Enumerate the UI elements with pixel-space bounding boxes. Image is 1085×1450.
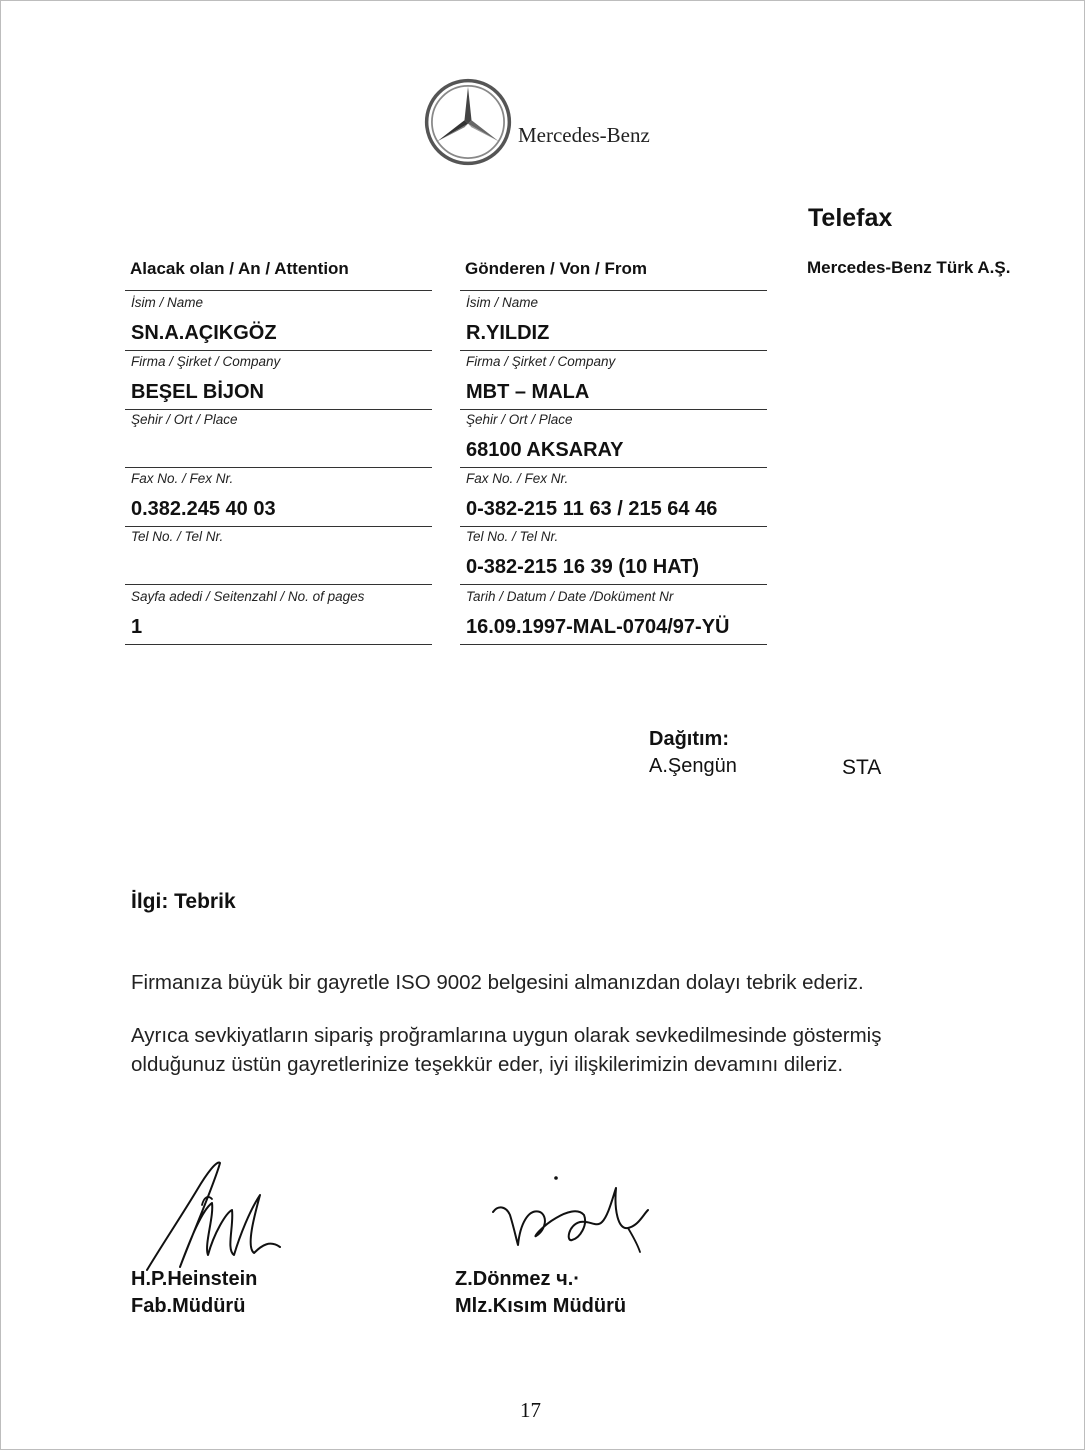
from-heading: Gönderen / Von / From [465,259,647,278]
distribution-dept: STA [842,756,882,779]
field-label: İsim / Name [466,295,539,310]
field-label: Firma / Şirket / Company [466,354,616,369]
attention-fax-field [125,468,432,527]
field-value: SN.A.AÇIKGÖZ [131,322,277,344]
field-label: Şehir / Ort / Place [466,412,573,427]
distribution-label: Dağıtım: [649,728,729,750]
mercedes-star-icon [424,78,512,166]
attention-company-field [125,351,432,410]
from-place-field [460,409,767,468]
from-heading-rule [460,290,767,291]
body-paragraph-2-line-1: Ayrıca sevkiyatların sipariş proğramlarına uygun olarak sevkedilmesinde göstermiş [131,1024,882,1047]
body-paragraph-2-line-2: olduğunuz üstün gayretlerinize teşekkür eder, iyi ilişkilerimizin devamını dileriz. [131,1053,844,1076]
field-value: 0-382-215 11 63 / 215 64 46 [466,498,718,520]
subject-line: İlgi: Tebrik [131,890,236,913]
attention-tel-field [125,526,432,585]
field-value: 1 [131,616,143,638]
field-label: Fax No. / Fex Nr. [466,471,569,486]
field-value: R.YILDIZ [466,322,550,344]
attention-name-field [125,292,432,351]
signer-1-title: Fab.Müdürü [131,1295,246,1317]
brand-name: Mercedes-Benz [518,123,650,147]
field-label: Şehir / Ort / Place [131,412,238,427]
doc-type-title: Telefax [808,204,893,232]
signer-2-name: Z.Dönmez ч.· [455,1268,580,1290]
field-value: MBT – MALA [466,381,590,403]
body-paragraph-1: Firmanıza büyük bir gayretle ISO 9002 belgesini almanızdan dolayı tebrik ederiz. [131,971,864,994]
field-value: 16.09.1997-MAL-0704/97-YÜ [466,616,730,638]
attention-place-field [125,409,432,468]
field-label: İsim / Name [131,295,204,310]
field-value: 0-382-215 16 39 (10 HAT) [466,556,700,578]
field-label: Tel No. / Tel Nr. [466,529,559,544]
field-label: Fax No. / Fex Nr. [131,471,234,486]
field-value: BEŞEL BİJON [131,381,264,403]
from-tel-field [460,526,767,585]
attention-pages-field [125,586,432,645]
from-date-field [460,586,767,645]
from-company-field [460,351,767,410]
distribution-name: A.Şengün [649,755,737,777]
page-number: 17 [520,1398,541,1422]
field-label: Tel No. / Tel Nr. [131,529,224,544]
attention-heading: Alacak olan / An / Attention [130,259,349,278]
field-value: 0.382.245 40 03 [131,498,276,520]
signature-donmez [488,1170,658,1260]
signature-heinstein [142,1155,292,1280]
field-value: 68100 AKSARAY [466,439,624,461]
field-label: Sayfa adedi / Seitenzahl / No. of pages [131,589,365,604]
field-label: Tarih / Datum / Date /Doküment Nr [466,589,674,604]
from-fax-field [460,468,767,527]
sender-company: Mercedes-Benz Türk A.Ş. [807,258,1011,277]
field-label: Firma / Şirket / Company [131,354,281,369]
signer-2-title: Mlz.Kısım Müdürü [455,1295,627,1317]
attention-heading-rule [125,290,432,291]
signer-1-name: H.P.Heinstein [131,1268,258,1290]
from-name-field [460,292,767,351]
